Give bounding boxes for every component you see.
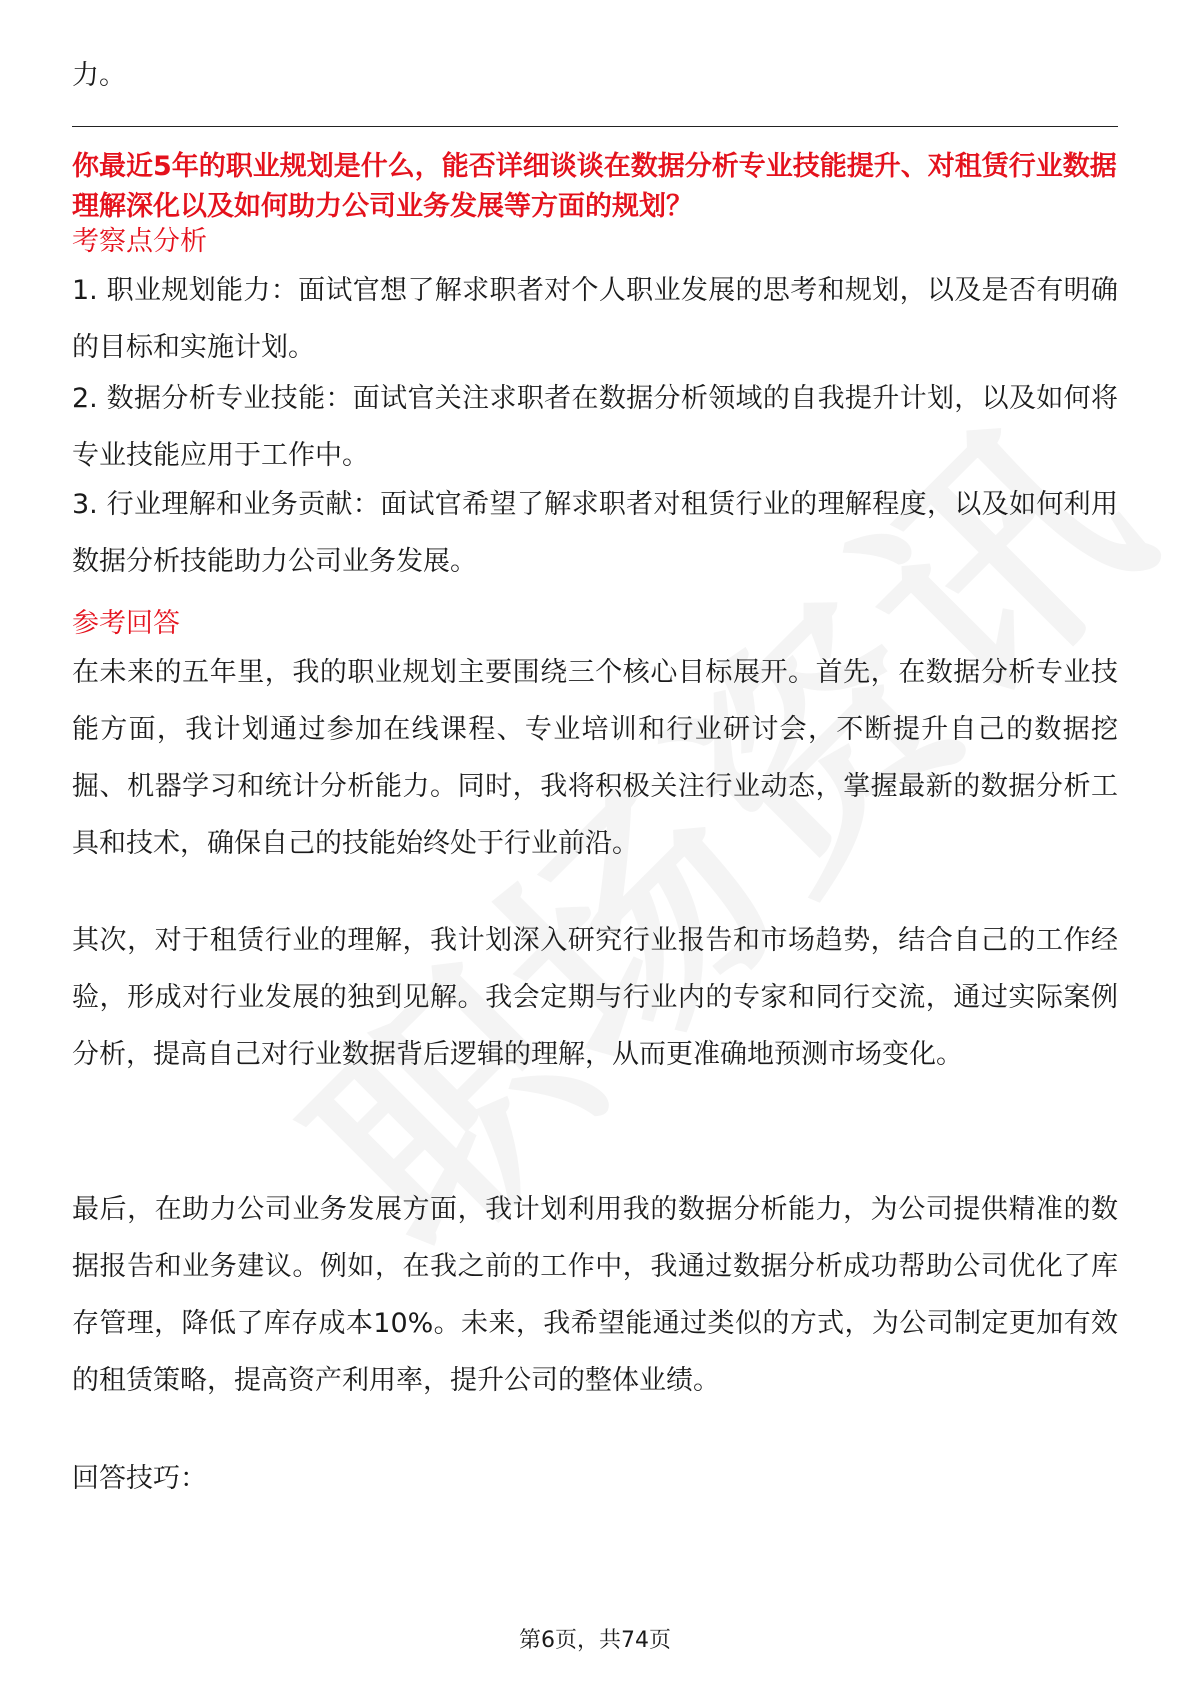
analysis-item-3: 3. 行业理解和业务贡献：面试官希望了解求职者对租赁行业的理解程度，以及如何利用数据分析技能助力公司业务发展。 xyxy=(72,489,1118,577)
answer-paragraph-2: 其次，对于租赁行业的理解，我计划深入研究行业报告和市场趋势，结合自己的工作经验，形成对行业发展的独到见解。我会定期与行业内的专家和同行交流，通过实际案例分析，提高自己对行业数据背后逻辑的理解，从而更准确地预测市场变化。 xyxy=(72,925,1118,1070)
page-footer: 第6页，共74页 xyxy=(519,1628,671,1653)
analysis-item-1: 1. 职业规划能力：面试官想了解求职者对个人职业发展的思考和规划，以及是否有明确的目标和实施计划。 xyxy=(72,275,1118,363)
divider xyxy=(72,126,1118,127)
tips-label: 回答技巧： xyxy=(72,1463,207,1494)
answer-paragraph-1: 在未来的五年里，我的职业规划主要围绕三个核心目标展开。首先，在数据分析专业技能方面，我计划通过参加在线课程、专业培训和行业研讨会，不断提升自己的数据挖掘、机器学习和统计分析能力。同时，我将积极关注行业动态，掌握最新的数据分析工具和技术，确保自己的技能始终处于行业前沿。 xyxy=(72,657,1118,859)
answer-paragraph-3: 最后，在助力公司业务发展方面，我计划利用我的数据分析能力，为公司提供精准的数据报告和业务建议。例如，在我之前的工作中，我通过数据分析成功帮助公司优化了库存管理，降低了库存成本10%。未来，我希望能通过类似的方式，为公司制定更加有效的租赁策略，提高资产利用率，提升公司的整体业绩。 xyxy=(72,1194,1118,1396)
answer-heading: 参考回答 xyxy=(72,608,180,639)
lead-text: 力。 xyxy=(72,60,126,91)
question-title: 你最近5年的职业规划是什么，能否详细谈谈在数据分析专业技能提升、对租赁行业数据理解深化以及如何助力公司业务发展等方面的规划？ xyxy=(72,151,1117,222)
analysis-item-2: 2. 数据分析专业技能：面试官关注求职者在数据分析领域的自我提升计划，以及如何将专业技能应用于工作中。 xyxy=(72,383,1118,471)
analysis-heading: 考察点分析 xyxy=(72,226,207,257)
